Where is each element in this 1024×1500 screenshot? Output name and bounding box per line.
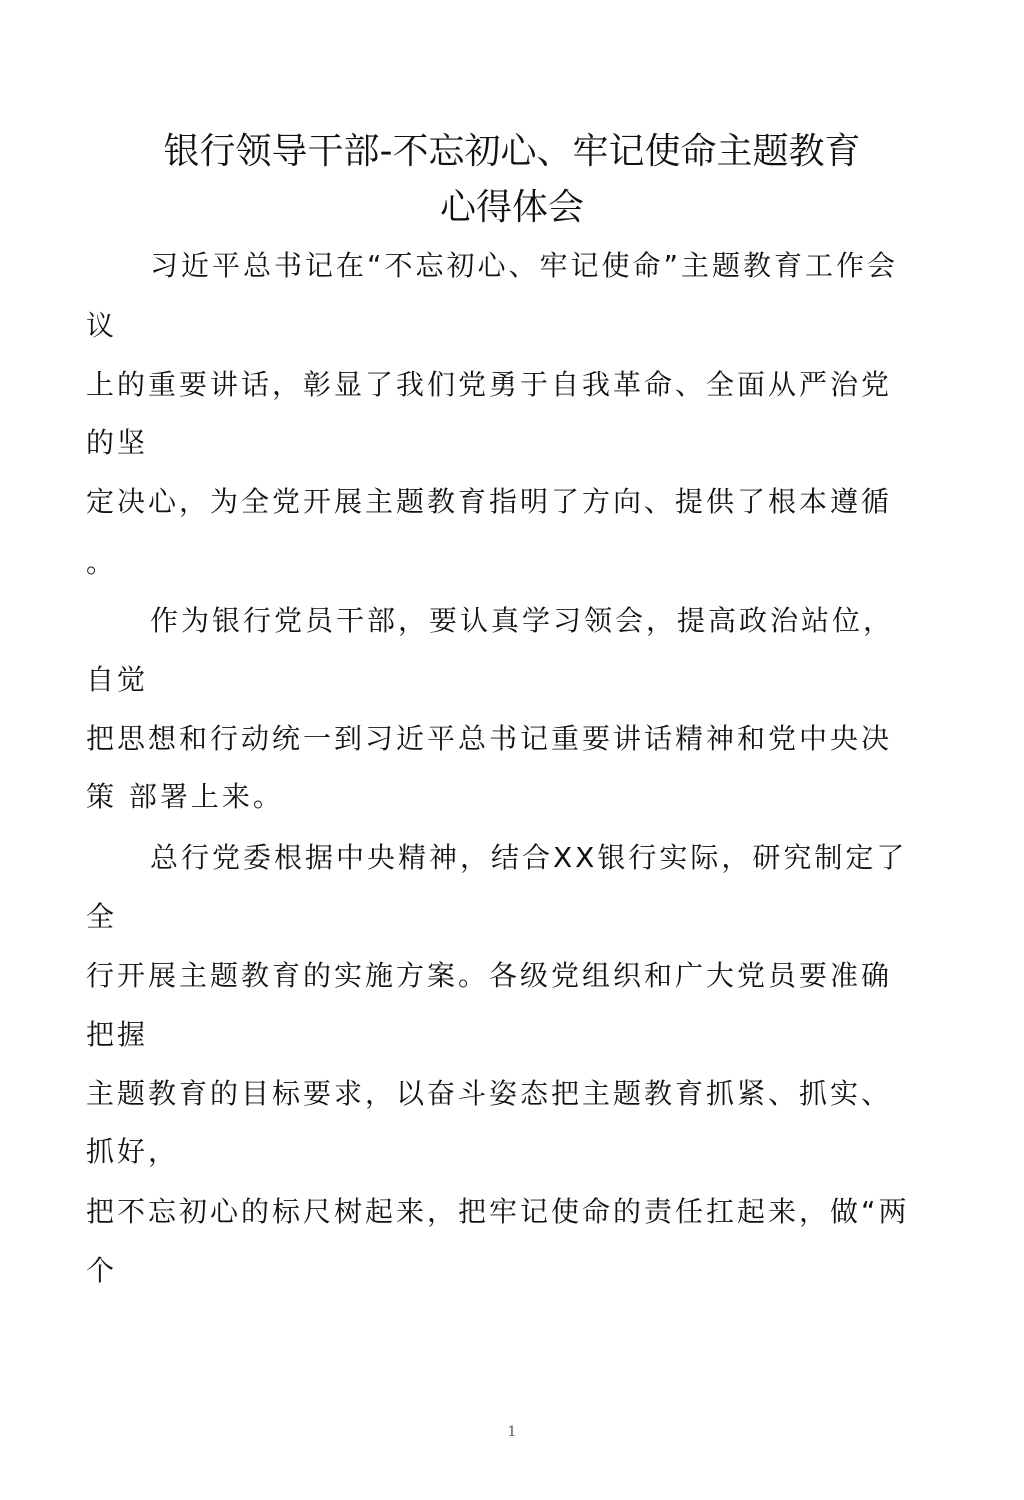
body-line-6: 。 xyxy=(86,546,118,579)
body-line-9: 把思想和行动统一到习近平总书记重要讲话精神和党中央决 xyxy=(86,722,893,755)
document-title-line-1: 银行领导干部-不忘初心、牢记使命主题教育 xyxy=(163,131,861,172)
body-line-2: 议 xyxy=(86,309,118,342)
body-line-15: 主题教育的目标要求，以奋斗姿态把主题教育抓紧、抓实、 xyxy=(86,1077,893,1110)
body-line-10: 策 部署上来。 xyxy=(86,780,284,813)
body-line-4: 的坚 xyxy=(86,426,149,459)
body-line-11: 总行党委根据中央精神，结合XX银行实际，研究制定了 xyxy=(150,841,908,874)
body-line-18: 个 xyxy=(86,1254,118,1287)
body-line-14: 把握 xyxy=(86,1018,149,1051)
body-line-16: 抓好， xyxy=(86,1135,180,1168)
body-line-1: 习近平总书记在“不忘初心、牢记使命”主题教育工作会 xyxy=(150,249,899,282)
body-line-3: 上的重要讲话，彰显了我们党勇于自我革命、全面从严治党 xyxy=(86,368,893,401)
body-line-8: 自觉 xyxy=(86,663,149,696)
page-number: 1 xyxy=(507,1424,517,1440)
document-title-line-2: 心得体会 xyxy=(439,187,584,228)
body-line-12: 全 xyxy=(86,900,118,933)
body-line-17: 把不忘初心的标尺树起来，把牢记使命的责任扛起来，做“两 xyxy=(86,1195,910,1228)
body-line-7: 作为银行党员干部，要认真学习领会，提高政治站位， xyxy=(150,604,895,637)
body-line-5: 定决心，为全党开展主题教育指明了方向、提供了根本遵循 xyxy=(86,485,893,518)
body-line-13: 行开展主题教育的实施方案。各级党组织和广大党员要准确 xyxy=(86,959,893,992)
